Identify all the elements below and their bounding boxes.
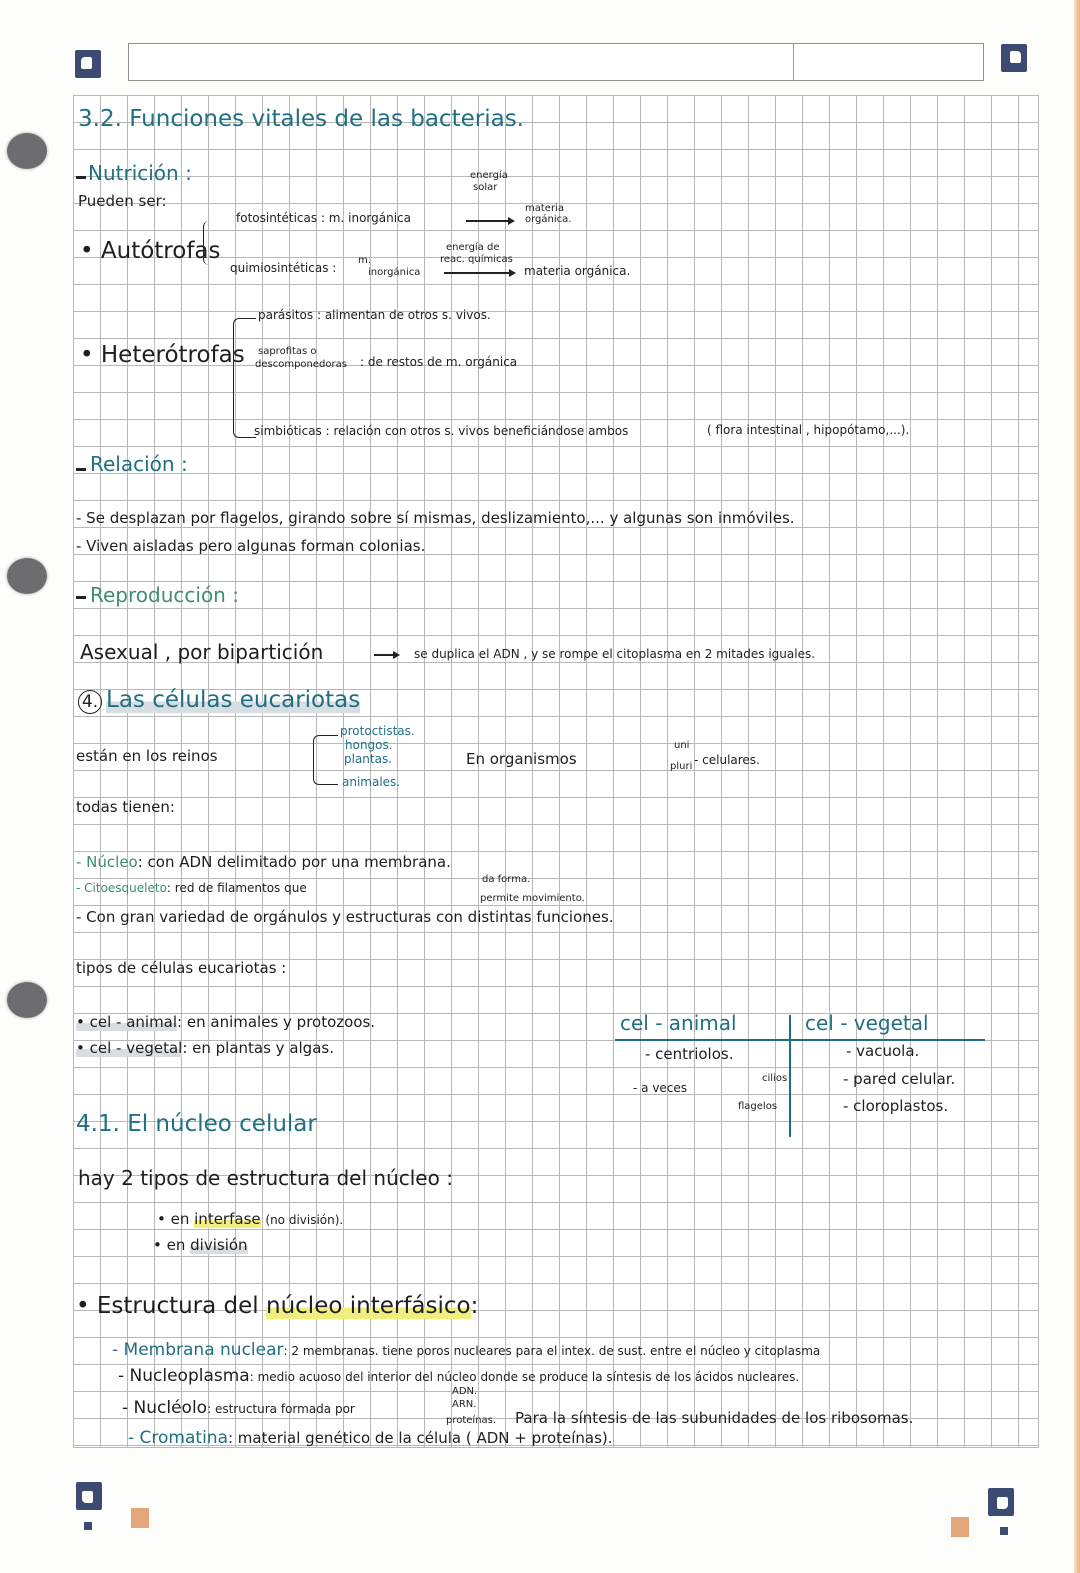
section-4-title [78,689,360,714]
organulos-line: - Con gran variedad de orgánulos y estructuras con distintas funciones. [76,908,614,926]
estructura-heading-a: • Estructura del [76,1293,259,1319]
nucleolo-desc: : estructura formada por [207,1402,355,1416]
reproduccion-asexual: Asexual , por bipartición [80,640,324,664]
membrana-line [112,1342,820,1359]
nucleo-type-interfase [157,1212,343,1227]
reino-item: protoctistas. [340,724,415,738]
cromatina-desc: : material genético de la célula ( ADN + proteínas). [227,1429,613,1447]
pueden-ser-label: Pueden ser: [78,192,167,210]
animal-item: - centriolos. [645,1045,734,1063]
corner-marker-top-left-icon [75,50,101,78]
citoesqueleto-desc: : red de filamentos que [166,881,307,895]
corner-marker-top-right-icon [1001,44,1027,72]
tipo-desc: : en animales y protozoos. [177,1013,376,1031]
tipo-vegetal [76,1041,334,1056]
cromatina-line [128,1430,613,1447]
reino-item: animales. [342,775,401,789]
animal-item: - a veces [633,1081,688,1095]
nucleolo-option: ARN. [452,1399,477,1410]
nucleolo-line [122,1400,355,1417]
estructura-heading [76,1295,478,1318]
type-suffix: (no división). [265,1213,344,1227]
energia-solar-label-2: solar [473,182,498,193]
type-term: interfase [194,1210,261,1228]
energia-reac-label-2: reac. químicas [440,254,513,265]
bullet-dash [76,176,86,179]
table-header-vegetal: cel - vegetal [805,1011,929,1035]
parasitos-line: parásitos : alimentan de otros s. vivos. [258,308,491,322]
nutricion-heading: Nutrición : [88,161,192,185]
header-date-divider [793,43,794,81]
nucleo-types-intro: hay 2 tipos de estructura del núcleo : [78,1166,453,1190]
relacion-heading: Relación : [90,452,188,476]
nucleoplasma-term: - Nucleoplasma [118,1366,250,1386]
nucleoplasma-line [118,1368,799,1385]
simbioticas-line: simbióticas : relación con otros s. vivos beneficiándose ambos [254,424,629,438]
uni-option: uni [674,740,690,751]
punch-hole [7,558,47,594]
section-3-2-title: 3.2. Funciones vitales de las bacterias. [78,106,524,132]
relacion-line-1: - Se desplazan por flagelos, girando sobre sí mismas, deslizamiento,... y algunas son inmóviles. [76,509,795,527]
table-header-underline [615,1039,985,1041]
fotosinteticas-label: fotosintéticas : m. inorgánica [236,211,411,225]
brace-reinos [313,735,338,785]
arrow-right-icon [374,654,396,656]
inorganica-label: inorgánica [368,267,421,278]
citoesqueleto-term: - Citoesqueleto [76,881,167,895]
todas-tienen-label: todas tienen: [76,798,175,816]
section-4-title-text: Las células eucariotas [106,687,361,713]
type-prefix: • en [153,1236,186,1254]
reproduccion-heading: Reproducción : [90,583,239,607]
a-veces-option: flagelos [738,1101,778,1112]
brace-autotrofas [203,221,232,265]
simbioticas-examples: ( flora intestinal , hipopótamo,...). [707,423,910,437]
tipos-heading: tipos de células eucariotas : [76,959,287,977]
citoesqueleto-option: permite movimiento. [480,893,585,904]
quimiosinteticas-label: quimiosintéticas : [230,261,337,275]
saprofitas-label-1: saprofitas o [258,346,317,357]
cromatina-term: - Cromatina [128,1428,228,1448]
nucleo-desc: : con ADN delimitado por una membrana. [137,853,451,871]
reinos-label: están en los reinos [76,747,218,765]
arrow-right-icon [444,272,512,274]
header-title-box [128,43,984,81]
tipo-term: • cel - animal [76,1013,178,1031]
type-prefix: • en [157,1210,190,1228]
section-4-1-title: 4.1. El núcleo celular [76,1111,317,1137]
nucleo-type-division [153,1238,248,1253]
section-number-circle: 4. [78,690,102,714]
corner-marker-bottom-left-icon [76,1482,102,1510]
pluri-option: pluri [670,761,693,772]
type-term: división [190,1236,248,1254]
bullet-dash [76,596,86,599]
saprofitas-desc: : de restos de m. orgánica [360,355,518,369]
bullet-dash [76,468,86,471]
nucleo-term: - Núcleo [76,853,138,871]
organismos-suffix: - celulares. [694,753,760,767]
punch-hole [7,982,47,1018]
materia-organica-1a: materia [525,203,564,214]
materia-organica-2: materia orgánica. [524,264,631,278]
reino-item: hongos. [345,738,393,752]
tipo-desc: : en plantas y algas. [182,1039,334,1057]
nucleolo-term: - Nucléolo [122,1398,208,1418]
reproduccion-detail: se duplica el ADN , y se rompe el citoplasma en 2 mitades iguales. [414,647,816,661]
tipo-animal [76,1015,375,1030]
estructura-heading-b: núcleo interfásico [266,1293,471,1319]
nucleo-line [76,855,451,870]
corner-marker-bottom-right-icon [988,1488,1014,1516]
arrow-right-icon [466,220,511,222]
heterotrofas-label: • Heterótrofas [80,342,245,368]
nucleolo-option: ADN. [452,1386,478,1397]
nucleoplasma-desc: : medio acuoso del interior del núcleo donde se produce la síntesis de los ácidos nucleares. [249,1370,800,1384]
table-column-divider [789,1015,791,1137]
punch-hole [7,133,47,169]
autotrofas-label: • Autótrofas [80,238,221,264]
nucleolo-purpose: Para la síntesis de las subunidades de los ribosomas. [515,1409,914,1427]
reino-item: plantas. [344,752,393,766]
citoesqueleto-line [76,882,307,894]
corner-dot-icon [84,1522,92,1530]
membrana-term: - Membrana nuclear [112,1340,284,1360]
energia-reac-label-1: energía de [446,242,500,253]
table-header-animal: cel - animal [620,1011,737,1035]
membrana-desc: : 2 membranas. tiene poros nucleares para el intex. de sust. entre el núcleo y citoplasma [283,1344,821,1358]
paper-edge [1074,0,1080,1573]
corner-dot-icon [1000,1527,1008,1535]
citoesqueleto-option: da forma. [482,874,531,885]
m-label: m. [358,255,371,266]
saprofitas-label-2: descomponedoras [255,359,347,370]
vegetal-item: - cloroplastos. [843,1097,949,1115]
energia-solar-label-1: energía [470,170,508,181]
orange-tab-marker [951,1517,969,1537]
organismos-label: En organismos [466,750,577,768]
brace-heterotrofas [233,318,256,438]
vegetal-item: - vacuola. [846,1042,920,1060]
vegetal-item: - pared celular. [843,1070,956,1088]
tipo-term: • cel - vegetal [76,1039,183,1057]
materia-organica-1b: orgánica. [525,214,572,225]
nucleolo-option: proteínas. [446,1415,497,1426]
a-veces-option: cilios [762,1073,788,1084]
relacion-line-2: - Viven aisladas pero algunas forman colonias. [76,537,426,555]
orange-tab-marker [131,1508,149,1528]
estructura-heading-c: : [470,1293,479,1319]
